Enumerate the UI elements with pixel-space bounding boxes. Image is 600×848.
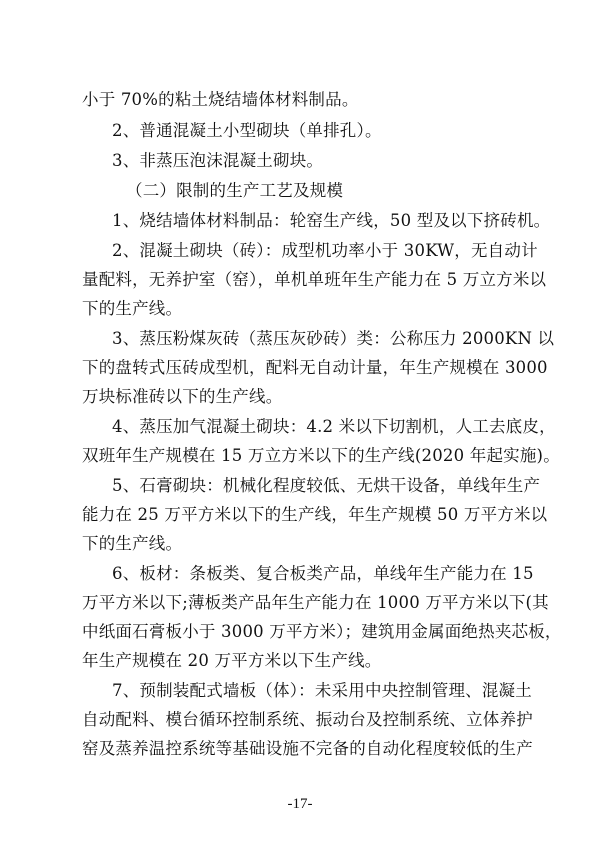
restriction-item-6-line-4: 年生产规模在 20 万平方米以下生产线。 [82, 651, 382, 670]
restriction-item-5-line-2: 能力在 25 万平方米以下的生产线，年生产规模 50 万平方米以 [82, 505, 548, 524]
restriction-item-3-line-2: 下的盘转式压砖成型机，配料无自动计量，年生产规模在 3000 [82, 358, 548, 377]
list-item-3: 3、非蒸压泡沫混凝土砌块。 [112, 151, 324, 170]
restriction-item-7-line-2: 自动配料、模台循环控制系统、振动台及控制系统、立体养护 [82, 710, 533, 729]
text-line-1: 小于 70%的粘土烧结墙体材料制品。 [82, 90, 359, 109]
restriction-item-2-line-3: 下的生产线。 [82, 299, 183, 318]
restriction-item-6-line-2: 万平方米以下;薄板类产品年生产能力在 1000 万平方米以下(其 [82, 593, 549, 612]
restriction-item-6-line-1: 6、板材：条板类、复合板类产品，单线年生产能力在 15 [112, 564, 534, 583]
restriction-item-1: 1、烧结墙体材料制品：轮窑生产线，50 型及以下挤砖机。 [112, 211, 551, 230]
restriction-item-4-line-1: 4、蒸压加气混凝土砌块：4.2 米以下切割机，人工去底皮， [112, 417, 556, 436]
restriction-item-5-line-3: 下的生产线。 [82, 534, 183, 553]
restriction-item-2-line-2: 量配料，无养护室（窑），单机单班年生产能力在 5 万立方米以 [82, 270, 547, 289]
restriction-item-2-line-1: 2、混凝土砌块（砖）：成型机功率小于 30KW，无自动计 [112, 241, 538, 260]
restriction-item-4-line-2: 双班年生产规模在 15 万立方米以下的生产线(2020 年起实施)。 [82, 446, 560, 465]
list-item-2: 2、普通混凝土小型砌块（单排孔）。 [112, 121, 382, 140]
page-number: -17- [287, 796, 313, 812]
restriction-item-3-line-1: 3、蒸压粉煤灰砖（蒸压灰砂砖）类：公称压力 2000KN 以 [112, 329, 555, 348]
restriction-item-5-line-1: 5、石膏砌块：机械化程度较低、无烘干设备，单线年生产 [112, 476, 541, 495]
restriction-item-7-line-3: 窑及蒸养温控系统等基础设施不完备的自动化程度较低的生产 [82, 739, 533, 758]
restriction-item-7-line-1: 7、预制装配式墙板（体）：未采用中央控制管理、混凝土 [112, 681, 532, 700]
restriction-item-3-line-3: 万块标准砖以下的生产线。 [82, 387, 283, 406]
restriction-item-6-line-3: 中纸面石膏板小于 3000 万平方米）；建筑用金属面绝热夹芯板， [82, 622, 562, 641]
section-heading: （二）限制的生产工艺及规模 [126, 181, 344, 200]
